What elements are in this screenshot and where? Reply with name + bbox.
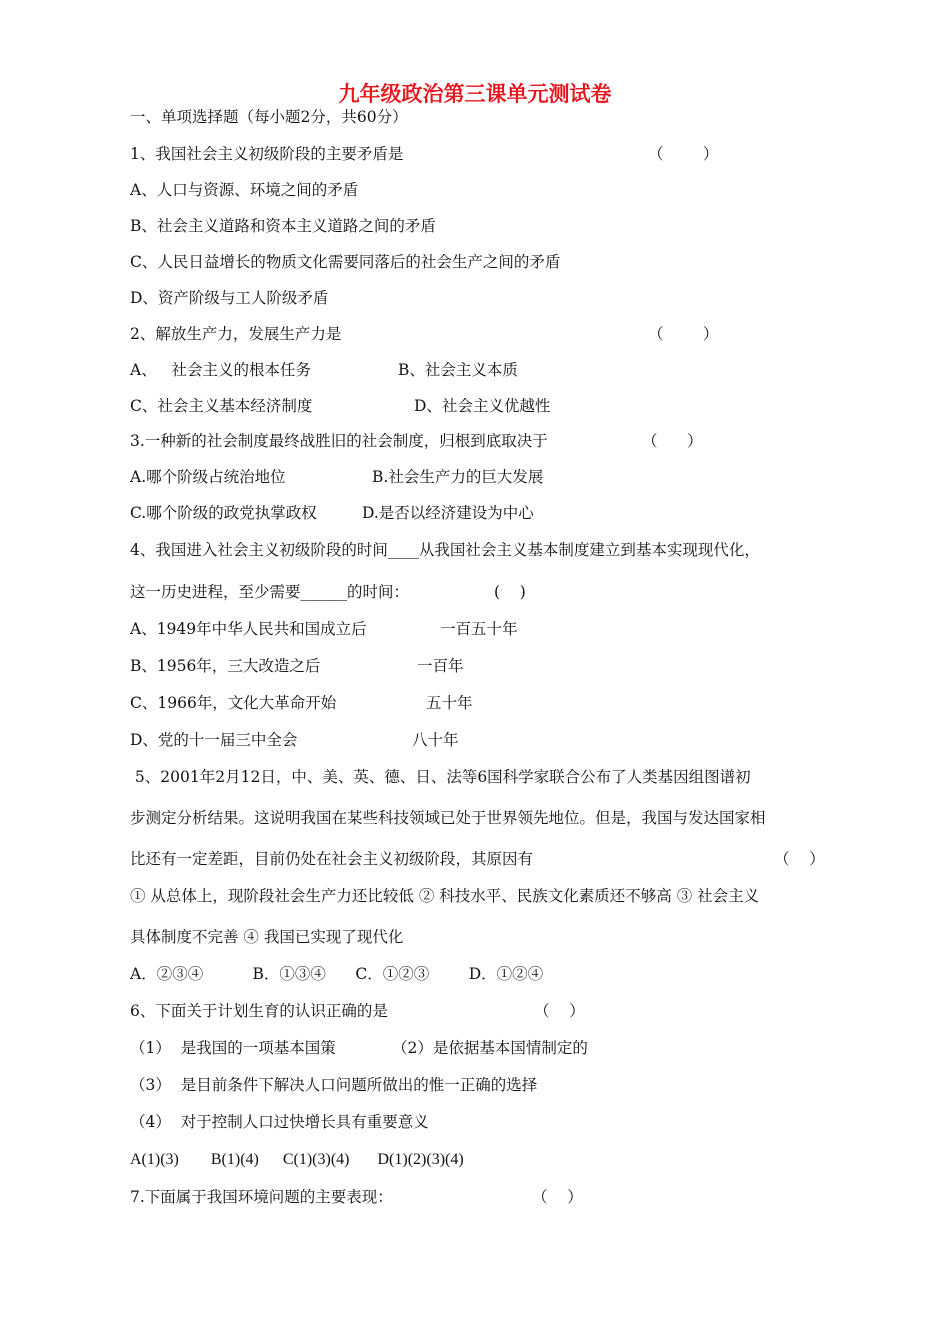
- question-3-answer-blank: （ ）: [642, 432, 703, 450]
- question-6-statement-3: （3） 是目前条件下解决人口问题所做出的惟一正确的选择: [130, 1076, 538, 1094]
- question-1-option-a: A、人口与资源、环境之间的矛盾: [130, 181, 359, 199]
- question-2-option-c: C、社会主义基本经济制度: [130, 397, 313, 415]
- question-7-answer-blank: （ ）: [532, 1188, 583, 1206]
- question-5-line3: 比还有一定差距，目前仍处在社会主义初级阶段，其原因有: [130, 850, 534, 868]
- question-5-options: A．②③④ B．①③④ C．①②③ D．①②④: [130, 965, 544, 983]
- question-5-line5: 具体制度不完善 ④ 我国已实现了现代化: [130, 928, 404, 946]
- question-6-stem: 6、下面关于计划生育的认识正确的是: [130, 1002, 388, 1020]
- question-4-option-b: B、1956年，三大改造之后: [130, 657, 321, 675]
- section-heading: 一、单项选择题（每小题2分，共60分）: [130, 108, 408, 126]
- question-3-option-d: D.是否以经济建设为中心: [362, 504, 534, 522]
- question-4-option-d-duration: 八十年: [412, 731, 459, 749]
- question-1-option-d: D、资产阶级与工人阶级矛盾: [130, 289, 329, 307]
- question-4-option-a: A、1949年中华人民共和国成立后: [130, 620, 367, 638]
- question-4-answer-blank: ( ): [494, 583, 526, 601]
- question-2-option-a: A、 社会主义的根本任务: [130, 361, 311, 379]
- question-3-option-b: B.社会生产力的巨大发展: [372, 468, 544, 486]
- question-1-answer-blank: （ ）: [648, 145, 719, 163]
- question-1-stem: 1、我国社会主义初级阶段的主要矛盾是: [130, 145, 404, 163]
- question-4-stem-line2: 这一历史进程，至少需要______的时间：: [130, 583, 410, 601]
- question-4-option-b-duration: 一百年: [417, 657, 464, 675]
- question-6-statement-4: （4） 对于控制人口过快增长具有重要意义: [130, 1113, 429, 1131]
- question-5-answer-blank: （ ）: [774, 850, 825, 868]
- question-2-stem: 2、解放生产力，发展生产力是: [130, 325, 342, 343]
- question-4-option-c: C、1966年，文化大革命开始: [130, 694, 337, 712]
- question-6-statement-2: （2）是依据基本国情制定的: [392, 1039, 588, 1057]
- question-5-line1: 5、2001年2月12日，中、美、英、德、日、法等6国科学家联合公布了人类基因组图谱初: [130, 768, 751, 786]
- question-1-option-c: C、人民日益增长的物质文化需要同落后的社会生产之间的矛盾: [130, 253, 561, 271]
- page-title: 九年级政治第三课单元测试卷: [338, 82, 612, 106]
- question-2-option-b: B、社会主义本质: [398, 361, 518, 379]
- question-6-statement-1: （1） 是我国的一项基本国策: [130, 1039, 336, 1057]
- question-5-line2: 步测定分析结果。这说明我国在某些科技领域已处于世界领先地位。但是，我国与发达国家相: [130, 809, 766, 827]
- question-2-answer-blank: （ ）: [648, 325, 719, 343]
- question-7-stem: 7.下面属于我国环境问题的主要表现：: [130, 1188, 393, 1206]
- question-3-option-c: C.哪个阶级的政党执掌政权: [130, 504, 317, 522]
- question-6-answer-blank: （ ）: [534, 1002, 585, 1020]
- question-2-option-d: D、社会主义优越性: [414, 397, 551, 415]
- question-3-option-a: A.哪个阶级占统治地位: [130, 468, 286, 486]
- question-5-line4: ① 从总体上，现阶段社会生产力还比较低 ② 科技水平、民族文化素质还不够高 ③ 社会主义: [130, 887, 760, 905]
- question-1-option-b: B、社会主义道路和资本主义道路之间的矛盾: [130, 217, 436, 235]
- question-6-options: A(1)(3) B(1)(4) C(1)(3)(4) D(1)(2)(3)(4): [130, 1151, 464, 1168]
- question-3-stem: 3.一种新的社会制度最终战胜旧的社会制度，归根到底取决于: [130, 432, 548, 450]
- question-4-stem-line1: 4、我国进入社会主义初级阶段的时间____从我国社会主义基本制度建立到基本实现现代化，: [130, 541, 760, 559]
- question-4-option-d: D、党的十一届三中全会: [130, 731, 298, 749]
- question-4-option-a-duration: 一百五十年: [440, 620, 518, 638]
- question-4-option-c-duration: 五十年: [426, 694, 473, 712]
